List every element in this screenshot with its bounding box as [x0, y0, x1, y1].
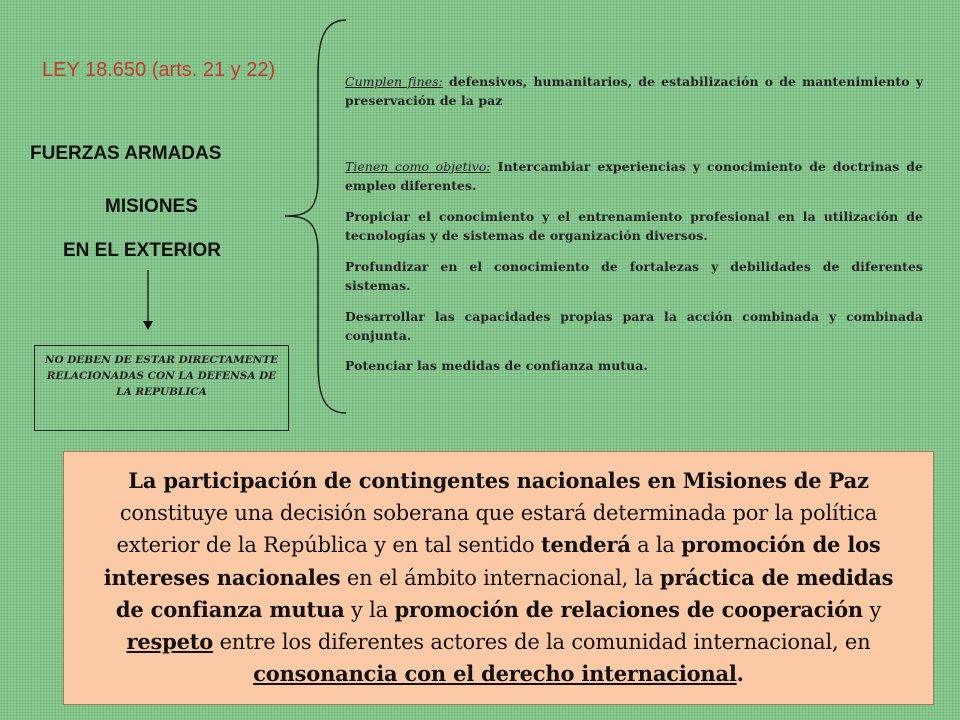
objetivo-text: Intercambiar experiencias y conocimiento de doctrinas de empleo diferentes. — [345, 159, 923, 193]
statement-text: y la — [344, 597, 395, 622]
objective-point-2: Profundizar en el conocimiento de fortalezas y debilidades de diferentes sistemas. — [345, 259, 923, 293]
misiones-label: MISIONES — [105, 196, 198, 217]
objetivo-label: Tienen como objetivo: — [345, 159, 491, 174]
statement-bold-respeto: respeto — [126, 629, 214, 655]
statement-lead: La participación de contingentes nacionales en Misiones de Paz — [128, 468, 869, 493]
law-title: LEY 18.650 (arts. 21 y 22) — [42, 59, 276, 81]
curly-brace-icon — [280, 18, 350, 418]
fines-label: Cumplen fines: — [345, 74, 443, 89]
statement-text: a la — [630, 533, 682, 558]
statement-bold-cooperacion: promoción de relaciones de cooperación — [394, 596, 863, 622]
statement-text: entre los diferentes actores de la comunidad internacional, en — [213, 630, 871, 655]
objective-point-1: Propiciar el conocimiento y el entrenamiento profesional en la utilización de tecnologías y de sistemas de organización diversos. — [345, 209, 923, 243]
objective-point-4: Potenciar las medidas de confianza mutua. — [345, 358, 648, 373]
fines-text: defensivos, humanitarios, de estabilización o de mantenimiento y preservación de la paz — [345, 74, 923, 108]
statement-text: y — [862, 597, 882, 622]
statement-bold-intereses: promoción de los intereses nacionales — [103, 532, 881, 590]
fuerzas-armadas-label: FUERZAS ARMADAS — [30, 143, 222, 164]
en-el-exterior-label: EN EL EXTERIOR — [63, 240, 222, 261]
statement-bold-confianza: práctica de medidas de confianza mutua — [115, 564, 894, 622]
note-box: NO DEBEN DE ESTAR DIRECTAMENTE RELACIONADAS CON LA DEFENSA DE LA REPUBLICA — [34, 345, 289, 431]
statement-text: en el ámbito internacional, la — [340, 565, 660, 590]
statement-text: constituye una decisión soberana que estará determinada por la política exterior de la República y en tal sentido — [116, 501, 878, 558]
down-arrow-icon — [135, 270, 161, 334]
statement-box — [63, 451, 934, 705]
objective-point-3: Desarrollar las capacidades propias para la acción combinada y combinada conjunta. — [345, 309, 923, 343]
statement-period: . — [736, 661, 744, 687]
statement-bold-tendera: tenderá — [540, 532, 631, 558]
fines-paragraph — [345, 72, 923, 110]
statement-bold-derecho: consonancia con el derecho internacional — [253, 661, 737, 687]
objetivo-paragraph — [345, 157, 923, 195]
